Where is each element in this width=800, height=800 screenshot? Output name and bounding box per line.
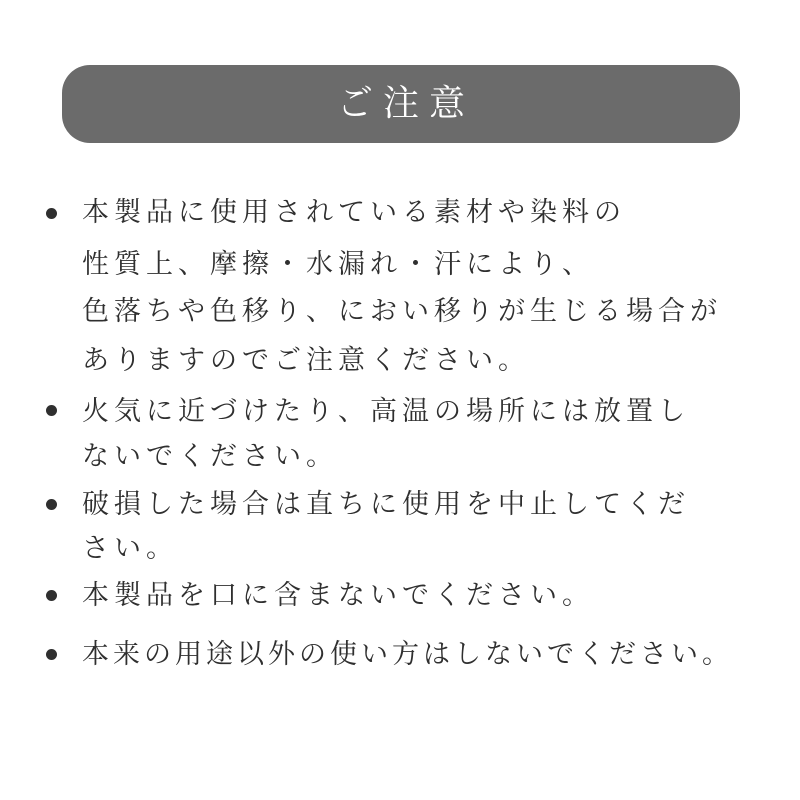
notice-3-line-2: さい。 [82,533,178,564]
bullet-icon [46,405,57,416]
bullet-icon [46,499,57,510]
page-title: ご注意 [336,83,475,124]
bullet-icon [46,590,57,601]
bullet-icon [46,208,57,219]
notice-2-line-1: 火気に近づけたり、高温の場所には放置し [82,396,690,427]
notice-1-line-2: 性質上、摩擦・水漏れ・汗により、 [82,249,594,280]
notice-1-line-1: 本製品に使用されている素材や染料の [82,197,626,228]
notice-1-line-3: 色落ちや色移り、におい移りが生じる場合が [82,296,722,327]
notice-5-line-1: 本来の用途以外の使い方はしないでください。 [82,639,733,670]
bullet-icon [46,649,57,660]
notice-3-line-1: 破損した場合は直ちに使用を中止してくだ [82,489,690,520]
notice-4-line-1: 本製品を口に含まないでください。 [82,580,594,611]
notice-1-line-4: ありますのでご注意ください。 [82,345,530,376]
notice-2-line-2: ないでください。 [82,441,338,472]
